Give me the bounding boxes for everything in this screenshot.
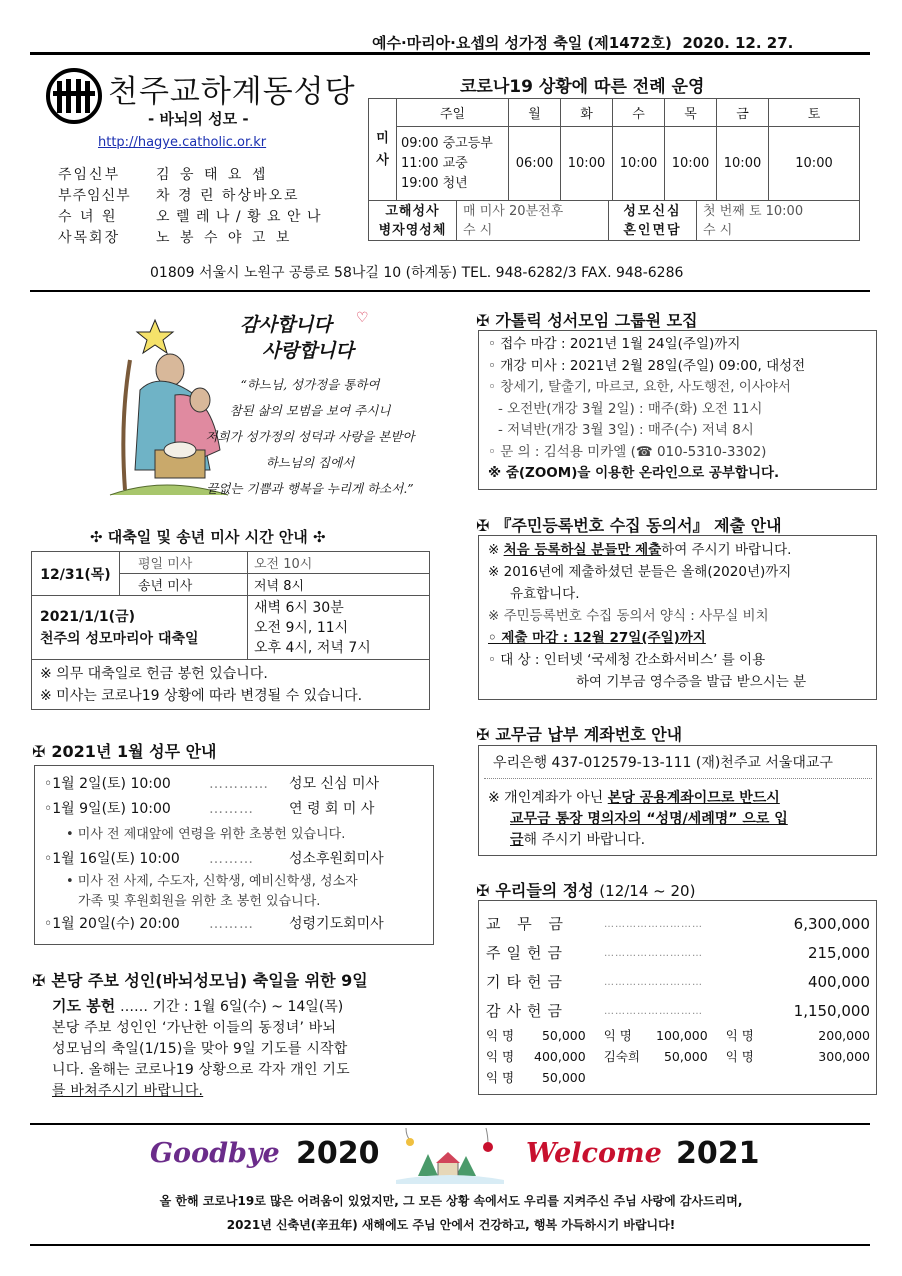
novena-period: …… 기간 : 1월 6일(수) ~ 14일(목) [119, 999, 344, 1015]
day-header: 주일 [397, 99, 509, 127]
staff-role: 주임신부 [58, 167, 121, 183]
list-item: ◦1월 9일(토) 10:00 ……… 연 령 회 미 사 [44, 801, 375, 817]
weekday-time: 06:00 [509, 127, 561, 201]
list-item: ◦ 창세기, 탈출기, 마르코, 요한, 사도행전, 이사야서 [488, 379, 791, 395]
novena-title-2: 기도 봉헌 [52, 997, 116, 1015]
marriage-value: 수 시 [703, 222, 733, 238]
weekday-time: 10:00 [769, 127, 860, 201]
jan-schedule-title: ✠ 2021년 1월 성무 안내 [32, 742, 217, 761]
day-header: 수 [613, 99, 665, 127]
sick-label: 병자영성체 [378, 222, 447, 238]
offerings-list [486, 910, 870, 1026]
weekday-time: 10:00 [561, 127, 613, 201]
weekday-mass-time: 오전 10시 [248, 552, 430, 574]
issue-title: 예수·마리아·요셉의 성가정 축일 (제1472호) 2020. 12. 27. [372, 34, 794, 52]
novena-body-line: 성모님의 축일(1/15)을 맞아 9일 기도를 시작합 [52, 1041, 348, 1057]
resident-title: ✠ 『주민등록번호 수집 동의서』 제출 안내 [476, 516, 782, 535]
list-item: ※ 2016년에 제출하셨던 분들은 올해(2020년)까지 [488, 564, 792, 580]
donor-table [486, 1025, 870, 1088]
novena-body-line: 본당 주보 성인인 ‘가난한 이들의 동정녀’ 바뇌 [52, 1020, 337, 1036]
year-2021: 2021 [676, 1136, 760, 1171]
jan1-feast: 천주의 성모마리아 대축일 [40, 630, 199, 647]
staff-name: 차 경 린 하상바오로 [156, 188, 300, 204]
dec31-date: 12/31(목) [32, 552, 120, 596]
list-item: ◦ 개강 미사 : 2021년 2월 28일(주일) 09:00, 대성전 [488, 357, 806, 374]
first-time-notice: 처음 등록하실 분들만 제출 [503, 542, 662, 558]
staff-name: 노 봉 수 야 고 보 [156, 230, 293, 246]
offerings-title: ✠ 우리들의 정성 (12/14 ~ 20) [476, 881, 696, 900]
list-item: ◦1월 16일(토) 10:00 ……… 성소후원회미사 [44, 851, 384, 867]
parish-url[interactable]: http://hagye.catholic.or.kr [98, 135, 267, 150]
list-note: • 미사 전 사제, 수도자, 신학생, 예비신학생, 성소자 [66, 874, 358, 889]
jan-schedule-list [44, 772, 384, 937]
adoration-value: 첫 번째 토 10:00 [703, 203, 804, 219]
marriage-label: 혼인면담 [623, 222, 682, 238]
day-header: 월 [509, 99, 561, 127]
account-title: ✠ 교무금 납부 계좌번호 안내 [476, 725, 683, 744]
offerings-period: (12/14 ~ 20) [599, 882, 696, 900]
day-header: 토 [769, 99, 860, 127]
weekday-time: 10:00 [717, 127, 769, 201]
parish-logo [45, 67, 103, 125]
banner-message-1: 올 한해 코로나19로 많은 어려움이 있었지만, 그 모든 상황 속에서도 우리를 지켜주신 주님 사랑에 감사드리며, [159, 1194, 743, 1208]
day-header: 금 [717, 99, 769, 127]
list-item: ◦1월 20일(수) 20:00 ……… 성령기도회미사 [44, 916, 384, 932]
list-item: ◦ 대 상 : 인터넷 ‘국세청 간소화서비스’ 를 이용 [488, 652, 766, 668]
confession-label: 고해성사 [385, 203, 440, 219]
day-header: 화 [561, 99, 613, 127]
novena-body-line: 니다. 올해는 코로나19 상황으로 각자 개인 기도 [52, 1062, 350, 1078]
adoration-label: 성모신심 [623, 203, 682, 219]
year-end-mass-time: 저녁 8시 [248, 574, 430, 596]
mass-schedule-title: 코로나19 상황에 따른 전례 운영 [460, 77, 705, 97]
list-item: ◦ 접수 마감 : 2021년 1월 24일(주일)까지 [488, 336, 741, 352]
sacrament-table [368, 200, 860, 241]
sunday-times: 09:00 중고등부 11:00 교중 19:00 청년 [397, 127, 509, 201]
list-item: ◦ 문 의 : 김석용 미카엘 (☎ 010-5310-3302) [488, 443, 767, 460]
bible-title: ✠ 가톨릭 성서모임 그룹원 모집 [476, 311, 698, 330]
list-note: 가족 및 후원회원을 위한 초 봉헌 있습니다. [78, 894, 321, 909]
heart-icon: ♡ [356, 310, 369, 326]
jan1-time: 오전 9시, 11시 [254, 619, 349, 636]
list-item: ※ 주민등록번호 수집 동의서 양식 : 사무실 비치 [488, 608, 769, 624]
resident-list: ※ 처음 등록하실 분들만 제출하여 주시기 바랍니다. ※ 2016년에 제출하셨던 분들은 올해(2020년)까지 유효합니다. ※ 주민등록번호 수집 동의서 양식 : 사무실 비치 ◦ 제출 마감 : 12월 27일(주일)까지 ◦ 대 상 : 인터넷 ‘국세청 간소화서비스’ 를 이용 하여 기부금 영수증을 발급 받으시는 분 [488, 539, 806, 693]
year-end-title: ✣ 대축일 및 송년 미사 시간 안내 ✣ [90, 528, 326, 546]
account-number: 우리은행 437-012579-13-111 (재)천주교 서울대교구 [493, 755, 833, 771]
parish-motto: - 바뇌의 성모 - [148, 110, 249, 128]
deadline: ◦ 제출 마감 : 12월 27일(주일)까지 [488, 630, 706, 646]
jan1-date: 2021/1/1(금) [40, 608, 135, 625]
list-item: ◦1월 2일(토) 10:00 ………… 성모 신심 미사 [44, 776, 380, 792]
staff-name: 오 렐 레 나 / 황 요 안 나 [156, 209, 322, 225]
staff-role: 사목회장 [58, 230, 121, 246]
year-end-note: ※ 의무 대축일로 헌금 봉헌 있습니다. [40, 665, 268, 682]
issue-date: 2020. 12. 27. [682, 34, 794, 52]
novena-section: ✠ 본당 주보 성인(바뇌성모님) 축일을 위한 9일 기도 봉헌 …… 기간 : 1월 6일(수) ~ 14일(목) 본당 주보 성인인 ‘가난한 이들의 동정녀’ 바뇌 성모님의 축일(1/15)을 맞아 9일 기도를 시작합 니다. 올해는 코로나19 상황으로 각자 개인 기도 를 바쳐주시기 바랍니다. [32, 968, 437, 1102]
address-line: 01809 서울시 노원구 공릉로 58나길 10 (하계동) TEL. 948-6282/3 FAX. 948-6286 [150, 265, 684, 281]
weekday-time: 10:00 [613, 127, 665, 201]
jan1-time: 오후 4시, 저녁 7시 [254, 639, 371, 656]
mass-schedule-table: 미 사 주일 월 화 수 목 금 토 09:00 중고등부 11:00 교중 19:00 청년 06:00 10:00 10:00 10:00 10:00 10:00 [368, 98, 860, 201]
star-icon [137, 320, 173, 353]
novena-body-line: 를 바쳐주시기 바랍니다. [52, 1083, 204, 1099]
sick-value: 수 시 [463, 222, 493, 238]
parish-name: 천주교하계동성당 [108, 74, 356, 110]
year-end-table [31, 551, 430, 710]
staff-list [58, 165, 322, 249]
goodbye-text: Goodbye [150, 1138, 280, 1169]
donor-row: 익 명 50,000 익 명 100,000 익 명 200,000 [486, 1028, 870, 1043]
list-item: ※ 줌(ZOOM)을 이용한 온라인으로 공부합니다. [488, 465, 780, 481]
novena-title: 본당 주보 성인(바뇌성모님) 축일을 위한 9일 [51, 971, 368, 990]
year-end-note: ※ 미사는 코로나19 상황에 따라 변경될 수 있습니다. [40, 687, 363, 704]
staff-name: 김 웅 태 요 셉 [156, 167, 269, 183]
donor-row: 익 명 400,000 김숙희 50,000 익 명 300,000 [486, 1049, 870, 1064]
offering-row: 감사헌금 ……………………… 1,150,000 [486, 1002, 870, 1020]
winter-village-illustration [396, 1126, 504, 1184]
banner-message-2: 2021년 신축년(辛丑年) 새해에도 주님 안에서 건강하고, 행복 가득하시기 바랍니다! [226, 1218, 676, 1232]
list-item: 유효합니다. [510, 586, 580, 602]
welcome-text: Welcome [526, 1138, 662, 1169]
weekday-mass-label: 평일 미사 [120, 552, 248, 574]
list-note: • 미사 전 제대앞에 연령을 위한 초봉헌 있습니다. [66, 827, 346, 842]
account-note: ※ 개인계좌가 아닌 본당 공용계좌이므로 반드시 교무금 통장 명의자의 “성명/세례명” 으로 입 금해 주시기 바랍니다. [488, 790, 788, 848]
weekday-time: 10:00 [665, 127, 717, 201]
list-item: - 오전반(개강 3월 2일) : 매주(화) 오전 11시 [498, 400, 763, 417]
day-header: 목 [665, 99, 717, 127]
ornament-icon [483, 1142, 493, 1152]
list-item: 하여 기부금 영수증을 발급 받으시는 분 [576, 674, 807, 690]
gratitude-title: 감사합니다 사랑합니다 [240, 314, 354, 362]
staff-role: 수 녀 원 [58, 209, 118, 225]
bible-list [488, 334, 805, 485]
staff-role: 부주임신부 [58, 188, 131, 204]
offering-row: 주일헌금 ……………………… 215,000 [486, 944, 870, 962]
list-item: - 저녁반(개강 3월 3일) : 매주(수) 저녁 8시 [498, 422, 754, 438]
year-end-mass-label: 송년 미사 [120, 574, 248, 596]
gratitude-prayer: “하느님, 성가정을 통하여 참된 삶의 모범을 보여 주시니 저희가 성가정의 성덕과 사랑을 본받아 하느님의 집에서 끝없는 기쁨과 행복을 누리게 하소서.” [205, 377, 415, 496]
ornament-icon [406, 1138, 414, 1146]
jan1-time: 새벽 6시 30분 [254, 599, 344, 616]
cross-logo-icon [45, 67, 103, 125]
confession-value: 매 미사 20분전후 [463, 203, 564, 219]
offering-row: 교 무 금 ……………………… 6,300,000 [486, 915, 870, 933]
offering-row: 기타헌금 ……………………… 400,000 [486, 973, 870, 991]
year-2020: 2020 [296, 1136, 380, 1171]
donor-row: 익 명 50,000 [486, 1070, 586, 1085]
